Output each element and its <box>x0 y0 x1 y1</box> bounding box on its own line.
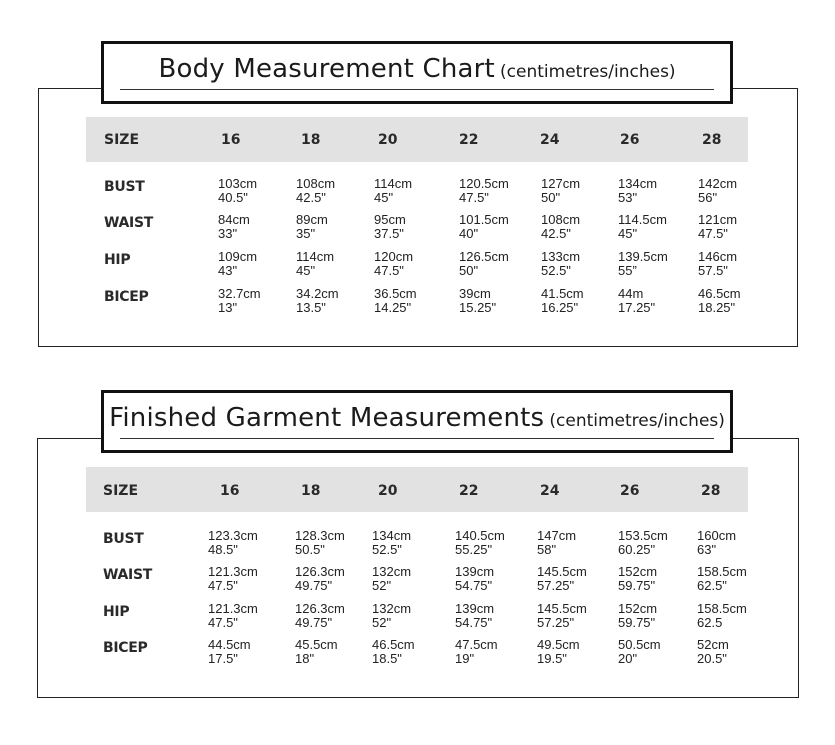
measurement-cm: 84cm <box>218 212 250 227</box>
row-label-bust: BUST <box>104 179 145 195</box>
measurement-inches: 40.5" <box>218 190 248 205</box>
measurement-cell <box>218 250 257 278</box>
measurement-cm: 50.5cm <box>618 637 661 652</box>
body-chart-title-rule <box>120 89 714 90</box>
body-chart-units: (centimetres/inches) <box>500 62 676 82</box>
measurement-inches: 19.5" <box>537 651 567 666</box>
measurement-inches: 47.5" <box>208 578 238 593</box>
measurement-cell <box>618 287 655 315</box>
measurement-inches: 52.5" <box>372 542 402 557</box>
measurement-cell <box>218 177 257 205</box>
row-label-bust: BUST <box>103 531 144 547</box>
measurement-cell <box>459 287 496 315</box>
row-label-waist: WAIST <box>104 215 153 231</box>
measurement-cell <box>459 177 509 205</box>
measurement-inches: 54.75" <box>455 578 493 593</box>
row-label-bicep: BICEP <box>103 640 148 656</box>
measurement-inches: 48.5" <box>208 542 238 557</box>
measurement-inches: 49.75" <box>295 615 333 630</box>
measurement-cell <box>541 177 580 205</box>
measurement-cm: 46.5cm <box>698 286 741 301</box>
measurement-cell <box>296 177 335 205</box>
measurement-inches: 45" <box>296 263 316 278</box>
measurement-inches: 15.25" <box>459 300 497 315</box>
measurement-cm: 121cm <box>698 212 738 227</box>
garment-chart-title-rule <box>120 438 714 439</box>
body-chart-header-row <box>86 117 748 162</box>
measurement-inches: 53" <box>618 190 638 205</box>
measurement-inches: 49.75" <box>295 578 333 593</box>
measurement-cell <box>618 529 668 557</box>
measurement-cm: 46.5cm <box>372 637 415 652</box>
measurement-inches: 18.25" <box>698 300 736 315</box>
measurement-cell <box>618 250 668 278</box>
measurement-cell <box>697 602 747 630</box>
size-column-header: 16 <box>221 132 241 148</box>
measurement-inches: 54.75" <box>455 615 493 630</box>
measurement-inches: 47.5" <box>208 615 238 630</box>
measurement-cm: 134cm <box>618 176 658 191</box>
measurement-cell <box>455 529 505 557</box>
measurement-inches: 59.75" <box>618 578 656 593</box>
measurement-cm: 114cm <box>296 249 335 264</box>
measurement-cm: 123.3cm <box>208 528 258 543</box>
measurement-inches: 45" <box>374 190 394 205</box>
measurement-cell <box>697 529 736 557</box>
measurement-cm: 152cm <box>618 601 658 616</box>
measurement-cm: 109cm <box>218 249 258 264</box>
measurement-cm: 44.5cm <box>208 637 251 652</box>
measurement-cm: 103cm <box>218 176 258 191</box>
measurement-inches: 60.25" <box>618 542 656 557</box>
size-column-header: 22 <box>459 483 479 499</box>
measurement-inches: 13.5" <box>296 300 326 315</box>
measurement-cm: 44m <box>618 286 644 301</box>
measurement-cell <box>208 602 258 630</box>
measurement-cell <box>459 213 509 241</box>
measurement-cell <box>218 287 261 315</box>
measurement-cell <box>455 602 494 630</box>
size-column-header: 16 <box>220 483 240 499</box>
measurement-cell <box>698 177 737 205</box>
measurement-cm: 121.3cm <box>208 564 258 579</box>
measurement-cell <box>218 213 250 241</box>
measurement-cm: 114cm <box>374 176 413 191</box>
row-label-bicep: BICEP <box>104 289 149 305</box>
measurement-cm: 127cm <box>541 176 581 191</box>
measurement-cm: 49.5cm <box>537 637 580 652</box>
measurement-cm: 108cm <box>296 176 336 191</box>
measurement-cell <box>541 287 584 315</box>
measurement-cm: 140.5cm <box>455 528 505 543</box>
measurement-cm: 101.5cm <box>459 212 509 227</box>
garment-chart-title-box <box>101 390 733 453</box>
measurement-cm: 126.3cm <box>295 564 345 579</box>
measurement-cell <box>296 250 334 278</box>
measurement-cm: 32.7cm <box>218 286 261 301</box>
measurement-inches: 40" <box>459 226 479 241</box>
size-column-header: 28 <box>701 483 721 499</box>
size-column-header: 20 <box>378 132 398 148</box>
measurement-cell <box>455 638 498 666</box>
size-column-header: 20 <box>378 483 398 499</box>
measurement-cm: 36.5cm <box>374 286 417 301</box>
measurement-cell <box>698 250 737 278</box>
measurement-cm: 34.2cm <box>296 286 339 301</box>
garment-chart-header-row <box>86 467 748 512</box>
row-label-hip: HIP <box>104 252 131 268</box>
measurement-cm: 126.3cm <box>295 601 345 616</box>
measurement-inches: 35" <box>296 226 316 241</box>
measurement-inches: 59.75" <box>618 615 656 630</box>
measurement-cell <box>372 529 411 557</box>
measurement-inches: 56" <box>698 190 718 205</box>
measurement-cm: 152cm <box>618 564 658 579</box>
measurement-cell <box>541 250 580 278</box>
measurement-inches: 19" <box>455 651 475 666</box>
measurement-inches: 42.5" <box>296 190 326 205</box>
measurement-cm: 108cm <box>541 212 581 227</box>
measurement-cm: 145.5cm <box>537 564 587 579</box>
measurement-cell <box>296 287 339 315</box>
measurement-cell <box>374 250 413 278</box>
measurement-cm: 153.5cm <box>618 528 668 543</box>
measurement-cell <box>296 213 328 241</box>
measurement-cm: 139cm <box>455 564 495 579</box>
size-column-header: 24 <box>540 483 560 499</box>
measurement-inches: 20" <box>618 651 638 666</box>
measurement-inches: 47.5" <box>374 263 404 278</box>
measurement-cell <box>372 565 411 593</box>
measurement-inches: 55.25" <box>455 542 493 557</box>
measurement-inches: 47.5" <box>698 226 728 241</box>
measurement-inches: 47.5" <box>459 190 489 205</box>
measurement-cell <box>208 565 258 593</box>
garment-chart-title: Finished Garment Measurements <box>109 403 545 433</box>
measurement-cell <box>372 638 415 666</box>
measurement-inches: 52" <box>372 615 392 630</box>
measurement-cm: 158.5cm <box>697 601 747 616</box>
measurement-cell <box>455 565 494 593</box>
row-label-waist: WAIST <box>103 567 152 583</box>
measurement-inches: 58" <box>537 542 557 557</box>
row-label-hip: HIP <box>103 604 130 620</box>
size-column-header: 18 <box>301 132 321 148</box>
body-chart-title-box <box>101 41 733 104</box>
measurement-cell <box>208 638 251 666</box>
measurement-inches: 55” <box>618 263 637 278</box>
measurement-cm: 89cm <box>296 212 328 227</box>
measurement-cell <box>698 287 741 315</box>
measurement-cell <box>295 602 345 630</box>
measurement-cm: 132cm <box>372 601 412 616</box>
measurement-inches: 50.5" <box>295 542 325 557</box>
measurement-cm: 142cm <box>698 176 738 191</box>
measurement-cm: 139cm <box>455 601 495 616</box>
size-header-label: SIZE <box>104 132 140 148</box>
measurement-cm: 145.5cm <box>537 601 587 616</box>
measurement-cm: 133cm <box>541 249 581 264</box>
measurement-inches: 43" <box>218 263 238 278</box>
measurement-inches: 57.25" <box>537 615 575 630</box>
measurement-cell <box>537 529 576 557</box>
measurement-cell <box>618 565 657 593</box>
measurement-inches: 50" <box>541 190 561 205</box>
measurement-inches: 18.5" <box>372 651 402 666</box>
measurement-cell <box>537 565 587 593</box>
measurement-cell <box>537 602 587 630</box>
measurement-inches: 20.5" <box>697 651 727 666</box>
measurement-cm: 139.5cm <box>618 249 668 264</box>
measurement-cell <box>374 213 406 241</box>
measurement-cm: 132cm <box>372 564 412 579</box>
measurement-cm: 47.5cm <box>455 637 498 652</box>
measurement-cell <box>618 638 661 666</box>
measurement-cm: 41.5cm <box>541 286 584 301</box>
measurement-inches: 37.5" <box>374 226 404 241</box>
measurement-cm: 95cm <box>374 212 406 227</box>
measurement-inches: 17.5" <box>208 651 238 666</box>
measurement-cm: 45.5cm <box>295 637 338 652</box>
size-column-header: 28 <box>702 132 722 148</box>
measurement-cell <box>697 565 747 593</box>
measurement-cm: 52cm <box>697 637 729 652</box>
measurement-inches: 52.5" <box>541 263 571 278</box>
measurement-inches: 52" <box>372 578 392 593</box>
measurement-inches: 16.25" <box>541 300 579 315</box>
measurement-inches: 42.5" <box>541 226 571 241</box>
measurement-inches: 62.5" <box>697 578 727 593</box>
measurement-cell <box>697 638 729 666</box>
measurement-cell <box>295 529 345 557</box>
measurement-inches: 18" <box>295 651 315 666</box>
measurement-cell <box>372 602 411 630</box>
measurement-cell <box>459 250 509 278</box>
measurement-inches: 45" <box>618 226 638 241</box>
measurement-inches: 57.5" <box>698 263 728 278</box>
measurement-cell <box>618 213 667 241</box>
body-chart-title: Body Measurement Chart <box>158 54 495 84</box>
size-column-header: 22 <box>459 132 479 148</box>
garment-chart-units: (centimetres/inches) <box>549 411 725 431</box>
measurement-cm: 134cm <box>372 528 412 543</box>
measurement-cm: 146cm <box>698 249 738 264</box>
measurement-cell <box>698 213 737 241</box>
measurement-cell <box>537 638 580 666</box>
measurement-cell <box>295 638 338 666</box>
size-column-header: 26 <box>620 132 640 148</box>
measurement-cm: 158.5cm <box>697 564 747 579</box>
size-column-header: 26 <box>620 483 640 499</box>
measurement-cell <box>208 529 258 557</box>
measurement-cm: 120cm <box>374 249 414 264</box>
measurement-cell <box>374 177 412 205</box>
measurement-cell <box>541 213 580 241</box>
size-column-header: 24 <box>540 132 560 148</box>
measurement-inches: 57.25" <box>537 578 575 593</box>
measurement-inches: 14.25" <box>374 300 412 315</box>
measurement-inches: 17.25" <box>618 300 656 315</box>
measurement-cm: 128.3cm <box>295 528 345 543</box>
measurement-cm: 120.5cm <box>459 176 509 191</box>
measurement-cm: 114.5cm <box>618 212 667 227</box>
measurement-cell <box>618 177 657 205</box>
measurement-inches: 33" <box>218 226 238 241</box>
size-header-label: SIZE <box>103 483 139 499</box>
measurement-cm: 160cm <box>697 528 737 543</box>
measurement-cell <box>618 602 657 630</box>
measurement-inches: 62.5 <box>697 615 723 630</box>
measurement-inches: 13" <box>218 300 238 315</box>
measurement-cm: 126.5cm <box>459 249 509 264</box>
size-column-header: 18 <box>301 483 321 499</box>
measurement-inches: 50" <box>459 263 479 278</box>
measurement-cm: 121.3cm <box>208 601 258 616</box>
measurement-cm: 39cm <box>459 286 491 301</box>
measurement-cell <box>374 287 417 315</box>
measurement-cell <box>295 565 345 593</box>
measurement-inches: 63" <box>697 542 717 557</box>
measurement-cm: 147cm <box>537 528 577 543</box>
